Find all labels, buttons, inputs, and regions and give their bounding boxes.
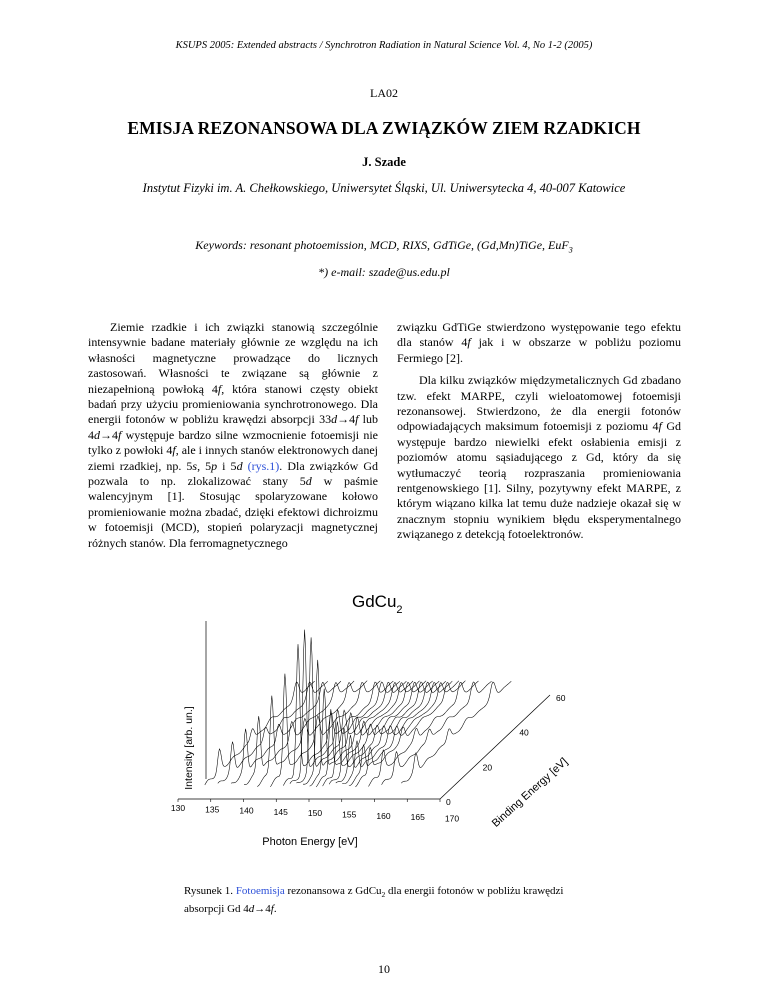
caption-link[interactable]: Fotoemisja — [235, 885, 285, 897]
keywords-text: resonant photoemission, MCD, RIXS, GdTiGe, (Gd,Mn)TiGe, EuF — [249, 238, 569, 252]
spectrum-curve — [270, 674, 380, 787]
paragraph-right-1: związku GdTiGe stwierdzono występowanie tego efektu dla stanów 4f jak i w obszarze w pobliżu poziomu Fermiego [2]. — [397, 320, 681, 365]
email: *) e-mail: szade@us.edu.pl — [318, 265, 450, 279]
x-tick-label: 160 — [376, 810, 391, 821]
x-tick-label: 155 — [342, 809, 357, 820]
keywords-sub: 3 — [568, 245, 573, 255]
x-tick-label: 165 — [410, 812, 425, 823]
page-number: 10 — [378, 962, 390, 976]
paragraph-left-1: Ziemie rzadkie i ich związki stanowią szczególnie intensywnie badane materiały głównie ze względu na ich własności magnetyczne prowadzące do licznych zastosowań. Własności te związane są głównie z niezapełnioną powłoką 4f, która stanowi częsty obiekt badań przy użyciu promieniowania synchrotronowego. Dla energii fotonów w pobliżu krawędzi absorpcji 33d→4f lub 4d→4f występuje bardzo silne wzmocnienie fotoemisji nie tylko z powłoki 4f, ale i innych stanów elektronowych danej ziemi rzadkiej, np. 5s, 5p i 5d (rys.1). Dla związków Gd pozwala to np. zlokalizować stany 5d w paśmie walencyjnym [1]. Stosując spolaryzowane kołowo promieniowanie można zbadać, dzięki efektowi dichroizmu w fotoemisji (MCD), stopień polaryzacji magnetycznej różnych stanów. Dla ferromagnetycznego — [88, 320, 379, 550]
spectrum-curve — [205, 681, 315, 785]
paragraph-right-2: Dla kilku związków międzymetalicznych Gd zbadano tzw. efekt MARPE, czyli wieloatomowej fotoemisji rezonansowej. Stwierdzono, że dla energii fotonów odpowiadających maksimum fotoemisji z poziomu 4f Gd występuje bardzo niewielki efekt osłabienia emisji z poziomów atomu sąsiadującego z Gd, który da się wytłumaczyć teorią rozpraszania promieniowania rentgenowskiego [1]. Silny, pozytywny efekt MARPE, z którym wiązano kilka lat temu duże nadzieje okazał się w znacznym stopniu wynikiem błędu eksperymentalnego związanego z detekcją fotoelektronów. — [397, 373, 682, 542]
running-header: KSUPS 2005: Extended abstracts / Synchrotron Radiation in Natural Science Vol. 4, No 1-2 (2005) — [175, 40, 593, 51]
abstract-code: LA02 — [370, 86, 398, 100]
spectrum-curve — [296, 637, 406, 783]
x-tick-label: 150 — [307, 808, 323, 819]
spectrum-curve — [290, 630, 400, 784]
waterfall-plot — [160, 583, 620, 863]
left-column — [88, 320, 378, 558]
x-tick-label: 140 — [239, 805, 254, 816]
spectrum-curve — [310, 681, 420, 786]
z-tick-label: 40 — [519, 727, 529, 738]
author: J. Szade — [362, 155, 406, 169]
spectrum-curve — [323, 681, 433, 786]
x-tick-label: 135 — [205, 804, 220, 815]
paper-title: EMISJA REZONANSOWA DLA ZWIĄZKÓW ZIEM RZADKICH — [127, 118, 641, 138]
figure-caption: Rysunek 1. Fotoemisja rezonansowa z GdCu$_2$ dla energii fotonów w pobliżu krawędzi absorpcji Gd 4d→4f. — [184, 885, 564, 916]
spectrum-curve — [349, 681, 459, 786]
spectrum-curve — [369, 681, 479, 787]
x-tick-label: 145 — [273, 806, 288, 817]
affiliation: Instytut Fizyki im. A. Chełkowskiego, Uniwersytet Śląski, Ul. Uniwersytecka 4, 40-007 Katowice — [142, 181, 626, 195]
figure-gdcu2 — [160, 583, 620, 863]
x-tick-label: 130 — [170, 803, 186, 813]
z-tick-label: 0 — [446, 797, 451, 807]
y-axis-label: Intensity [arb. un.] — [183, 706, 195, 790]
figure-reference-link[interactable]: (rys.1) — [247, 458, 280, 473]
spectrum-curve — [355, 681, 465, 787]
z-axis-label: Binding Energy [eV] — [489, 755, 571, 830]
right-column — [397, 320, 681, 550]
z-tick-label: 20 — [482, 762, 493, 773]
spectrum-curve — [283, 644, 393, 785]
x-tick-label: 170 — [444, 813, 460, 824]
x-axis-label: Photon Energy [eV] — [262, 836, 358, 848]
keywords — [0, 238, 768, 254]
spectrum-curve — [401, 681, 511, 783]
z-tick-label: 60 — [556, 693, 566, 703]
plot-title: GdCu$_2$ — [352, 592, 403, 616]
spectrum-curve — [218, 681, 328, 783]
keywords-label: Keywords: — [195, 238, 247, 252]
